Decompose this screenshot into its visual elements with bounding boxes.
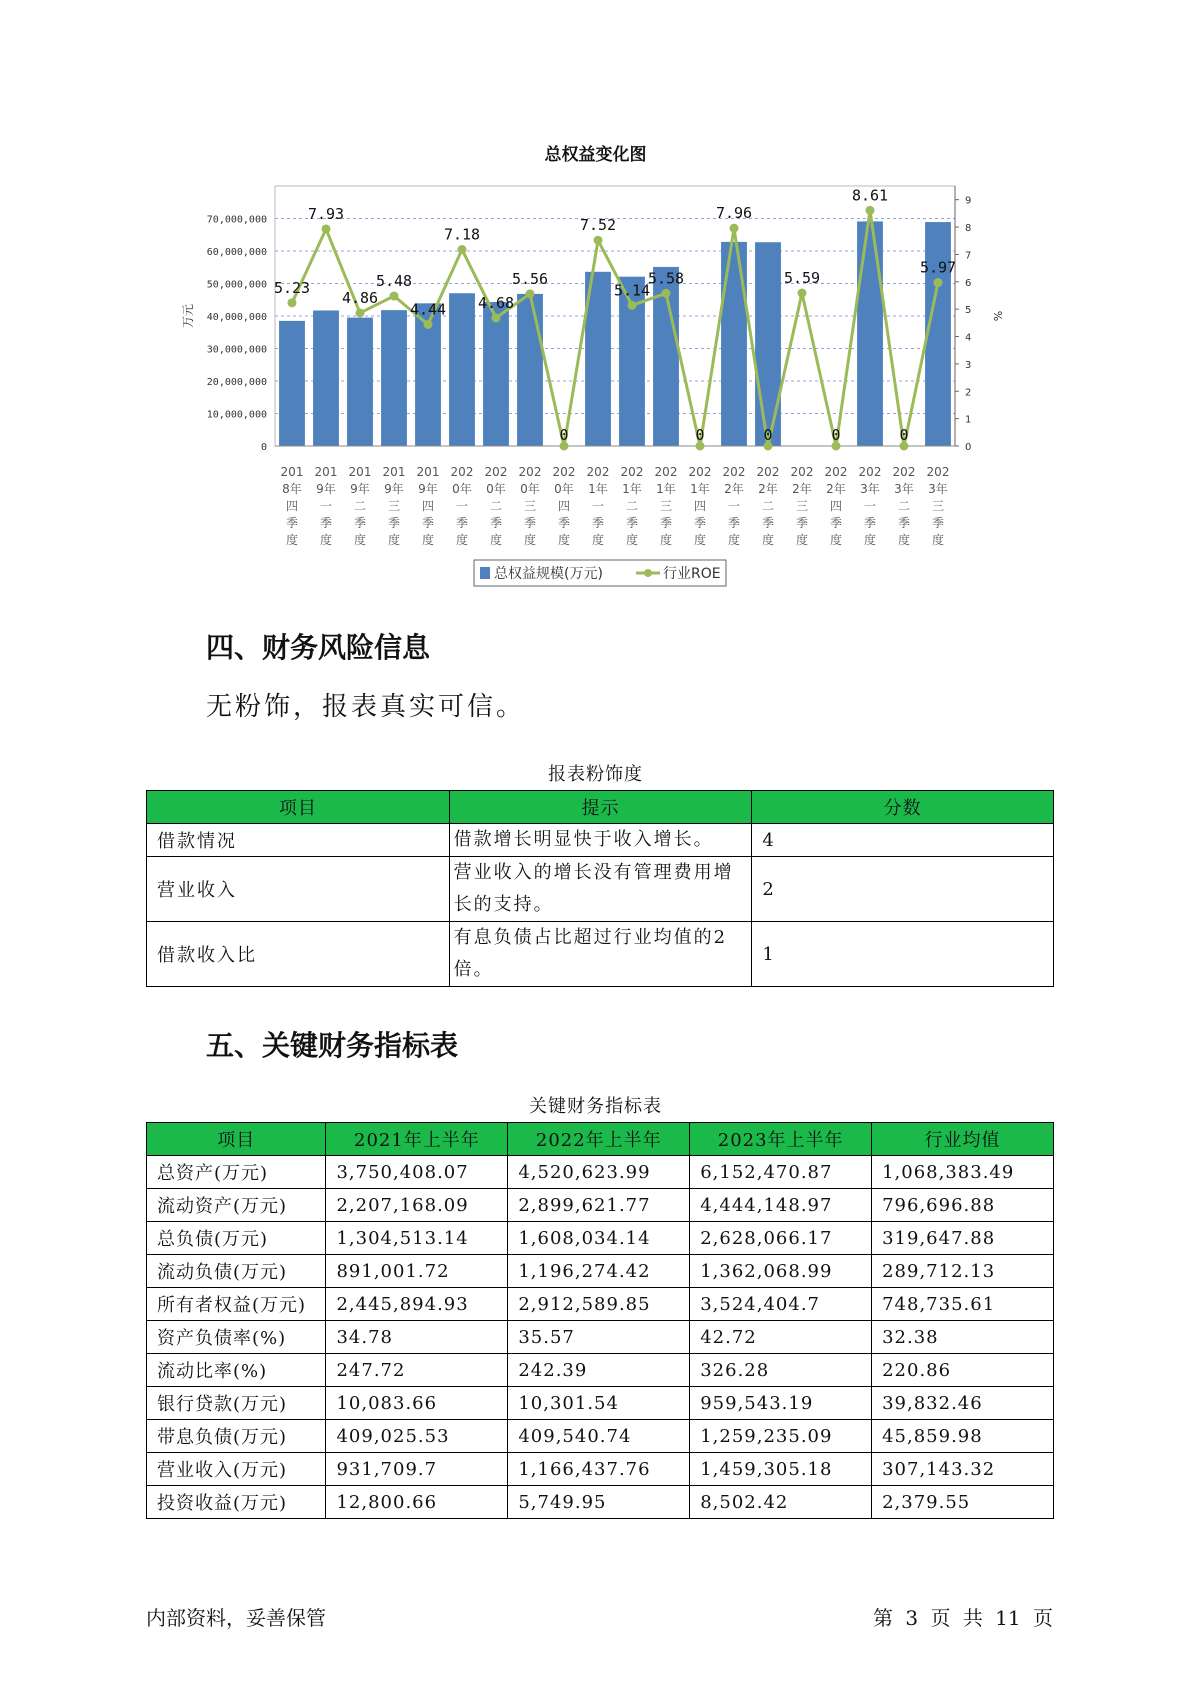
fin-cell-value: 247.72 (326, 1354, 508, 1387)
x-tick-label: 四 (693, 499, 707, 513)
table-row (147, 1189, 1054, 1222)
fin-cell-value: 1,459,305.18 (690, 1453, 872, 1486)
y-tick-label: 40,000,000 (206, 312, 267, 323)
roe-point (628, 301, 637, 310)
x-tick-label: 201 (416, 465, 440, 479)
x-tick-label: 0年 (452, 482, 472, 496)
x-tick-label: 202 (620, 465, 644, 479)
roe-point (866, 206, 875, 215)
fin-row-label: 银行贷款(万元) (147, 1387, 326, 1420)
fin-header-2022h1: 2022年上半年 (508, 1123, 690, 1156)
x-tick-label: 度 (591, 533, 605, 547)
y2-tick-label: 5 (965, 305, 972, 317)
y-tick-label: 30,000,000 (206, 344, 267, 356)
x-tick-label: 季 (727, 516, 741, 530)
risk-hint: 营业收入的增长没有管理费用增长的支持。 (449, 857, 752, 922)
fin-header-2021h1: 2021年上半年 (326, 1123, 508, 1156)
x-tick-label: 季 (353, 516, 367, 530)
x-tick-label: 二 (625, 499, 639, 513)
equity-chart (0, 0, 1191, 600)
x-tick-label: 季 (659, 516, 673, 530)
fin-header-industry-avg: 行业均值 (872, 1123, 1054, 1156)
table-row (147, 1387, 1054, 1420)
x-tick-label: 二 (761, 499, 775, 513)
fin-cell-value: 1,362,068.99 (690, 1255, 872, 1288)
x-tick-label: 度 (659, 533, 673, 547)
table-row (147, 857, 1054, 922)
fin-cell-value: 242.39 (508, 1354, 690, 1387)
roe-point (730, 224, 739, 233)
x-tick-label: 度 (421, 533, 435, 547)
fin-cell-value: 409,540.74 (508, 1420, 690, 1453)
x-tick-label: 2年 (792, 482, 812, 496)
risk-score: 4 (752, 824, 1054, 857)
bar (449, 293, 475, 446)
fin-cell-value: 8,502.42 (690, 1486, 872, 1519)
bar (721, 242, 747, 446)
financial-table (146, 1122, 1054, 1519)
fin-cell-value: 748,735.61 (872, 1288, 1054, 1321)
data-label: 5.14 (613, 281, 651, 300)
x-tick-label: 202 (552, 465, 576, 479)
x-tick-label: 2年 (826, 482, 846, 496)
y2-tick-label: 4 (965, 332, 972, 344)
x-tick-label: 202 (790, 465, 814, 479)
fin-cell-value: 45,859.98 (872, 1420, 1054, 1453)
roe-point (662, 289, 671, 298)
data-label: 7.96 (715, 204, 753, 223)
risk-hint: 借款增长明显快于收入增长。 (449, 824, 752, 857)
bar (313, 310, 339, 446)
x-tick-label: 度 (829, 533, 843, 547)
table-row (147, 922, 1054, 987)
data-label: 0 (763, 426, 773, 444)
y2-tick-label: 9 (965, 195, 972, 207)
data-label: 7.52 (579, 216, 617, 235)
y-tick-label: 70,000,000 (206, 214, 267, 226)
x-tick-label: 202 (756, 465, 780, 479)
fin-cell-value: 3,524,404.7 (690, 1288, 872, 1321)
fin-cell-value: 3,750,408.07 (326, 1156, 508, 1189)
x-tick-label: 3年 (894, 482, 914, 496)
y-axis-label: 万元 (181, 303, 195, 329)
y2-tick-label: 3 (965, 359, 972, 371)
x-tick-label: 度 (625, 533, 639, 547)
fin-row-label: 营业收入(万元) (147, 1453, 326, 1486)
footer-page-number: 第 3 页 共 11 页 (873, 1606, 1053, 1630)
fin-cell-value: 307,143.32 (872, 1453, 1054, 1486)
x-tick-label: 度 (489, 533, 503, 547)
x-tick-label: 202 (892, 465, 916, 479)
x-tick-label: 8年 (282, 482, 302, 496)
x-tick-label: 1年 (622, 482, 642, 496)
fin-cell-value: 10,083.66 (326, 1387, 508, 1420)
fin-row-label: 总负债(万元) (147, 1222, 326, 1255)
x-tick-label: 季 (591, 516, 605, 530)
table-row (147, 1354, 1054, 1387)
table-row (147, 1222, 1054, 1255)
risk-score: 2 (752, 857, 1054, 922)
data-label: 5.56 (511, 269, 549, 288)
data-label: 0 (899, 426, 909, 444)
fin-cell-value: 289,712.13 (872, 1255, 1054, 1288)
x-tick-label: 季 (693, 516, 707, 530)
bar (517, 294, 543, 446)
x-tick-label: 二 (489, 499, 503, 513)
risk-table-caption: 报表粉饰度 (548, 764, 643, 785)
x-tick-label: 202 (450, 465, 474, 479)
x-tick-label: 201 (280, 465, 304, 479)
x-tick-label: 四 (557, 499, 571, 513)
x-tick-label: 202 (586, 465, 610, 479)
x-tick-label: 一 (727, 499, 741, 513)
x-tick-label: 度 (455, 533, 469, 547)
x-tick-label: 季 (455, 516, 469, 530)
risk-item: 借款收入比 (147, 922, 450, 987)
risk-hint: 有息负债占比超过行业均值的2倍。 (449, 922, 752, 987)
x-tick-label: 季 (761, 516, 775, 530)
data-label: 0 (695, 426, 705, 444)
x-tick-label: 度 (931, 533, 945, 547)
fin-cell-value: 409,025.53 (326, 1420, 508, 1453)
bar (381, 310, 407, 446)
data-label: 0 (559, 426, 569, 444)
roe-point (492, 313, 501, 322)
fin-cell-value: 4,520,623.99 (508, 1156, 690, 1189)
data-label: 8.61 (851, 186, 889, 205)
risk-item: 借款情况 (147, 824, 450, 857)
x-tick-label: 1年 (690, 482, 710, 496)
x-tick-label: 度 (693, 533, 707, 547)
fin-table-caption: 关键财务指标表 (529, 1096, 662, 1117)
table-row (147, 1156, 1054, 1189)
risk-header-item: 项目 (147, 791, 450, 824)
y-tick-label: 60,000,000 (206, 247, 267, 258)
x-tick-label: 202 (926, 465, 950, 479)
x-tick-label: 202 (722, 465, 746, 479)
table-row (147, 1486, 1054, 1519)
fin-cell-value: 10,301.54 (508, 1387, 690, 1420)
legend-line-marker (644, 569, 652, 577)
x-tick-label: 3年 (928, 482, 948, 496)
x-tick-label: 季 (863, 516, 877, 530)
x-tick-label: 四 (421, 499, 435, 513)
x-tick-label: 度 (353, 533, 367, 547)
x-tick-label: 度 (285, 533, 299, 547)
x-tick-label: 季 (319, 516, 333, 530)
y-tick-label: 50,000,000 (206, 279, 267, 291)
fin-cell-value: 32.38 (872, 1321, 1054, 1354)
fin-cell-value: 2,912,589.85 (508, 1288, 690, 1321)
x-tick-label: 1年 (588, 482, 608, 496)
data-label: 5.58 (647, 269, 685, 288)
x-tick-label: 度 (727, 533, 741, 547)
x-tick-label: 0年 (554, 482, 574, 496)
fin-row-label: 流动负债(万元) (147, 1255, 326, 1288)
y2-tick-label: 0 (965, 442, 972, 453)
data-label: 7.18 (443, 225, 481, 244)
x-tick-label: 度 (387, 533, 401, 547)
y-tick-label: 0 (260, 442, 267, 453)
y2-tick-label: 1 (965, 414, 972, 426)
x-tick-label: 季 (795, 516, 809, 530)
y2-tick-label: 8 (965, 223, 972, 235)
fin-cell-value: 6,152,470.87 (690, 1156, 872, 1189)
x-tick-label: 0年 (486, 482, 506, 496)
x-tick-label: 度 (319, 533, 333, 547)
table-row (147, 1420, 1054, 1453)
x-tick-label: 一 (455, 499, 469, 513)
x-tick-label: 季 (931, 516, 945, 530)
x-tick-label: 1年 (656, 482, 676, 496)
fin-cell-value: 2,628,066.17 (690, 1222, 872, 1255)
fin-row-label: 资产负债率(%) (147, 1321, 326, 1354)
x-tick-label: 度 (863, 533, 877, 547)
fin-cell-value: 12,800.66 (326, 1486, 508, 1519)
x-tick-label: 季 (421, 516, 435, 530)
roe-point (424, 320, 433, 329)
x-tick-label: 9年 (350, 482, 370, 496)
table-row (147, 1321, 1054, 1354)
y2-tick-label: 6 (965, 277, 972, 289)
x-tick-label: 9年 (384, 482, 404, 496)
fin-cell-value: 796,696.88 (872, 1189, 1054, 1222)
fin-cell-value: 5,749.95 (508, 1486, 690, 1519)
roe-point (934, 278, 943, 287)
fin-cell-value: 1,068,383.49 (872, 1156, 1054, 1189)
x-tick-label: 202 (484, 465, 508, 479)
x-tick-label: 二 (353, 499, 367, 513)
table-row (147, 1453, 1054, 1486)
fin-cell-value: 1,608,034.14 (508, 1222, 690, 1255)
x-tick-label: 三 (659, 499, 673, 513)
x-tick-label: 度 (557, 533, 571, 547)
x-tick-label: 一 (319, 499, 333, 513)
fin-cell-value: 35.57 (508, 1321, 690, 1354)
bar (347, 318, 373, 446)
y2-tick-label: 2 (965, 387, 972, 399)
fin-header-2023h1: 2023年上半年 (690, 1123, 872, 1156)
fin-cell-value: 39,832.46 (872, 1387, 1054, 1420)
fin-cell-value: 4,444,148.97 (690, 1189, 872, 1222)
roe-point (288, 298, 297, 307)
bar (755, 242, 781, 446)
x-tick-label: 三 (523, 499, 537, 513)
risk-header-hint: 提示 (449, 791, 752, 824)
roe-point (356, 308, 365, 317)
x-tick-label: 季 (489, 516, 503, 530)
roe-point (594, 236, 603, 245)
x-tick-label: 201 (348, 465, 372, 479)
footer-confidential-note: 内部资料，妥善保管 (146, 1606, 326, 1630)
x-tick-label: 季 (625, 516, 639, 530)
data-label: 7.93 (307, 204, 345, 223)
x-tick-label: 季 (557, 516, 571, 530)
x-tick-label: 度 (795, 533, 809, 547)
fin-cell-value: 2,445,894.93 (326, 1288, 508, 1321)
x-tick-label: 202 (824, 465, 848, 479)
data-label: 5.48 (375, 272, 413, 291)
x-tick-label: 一 (863, 499, 877, 513)
fin-cell-value: 2,899,621.77 (508, 1189, 690, 1222)
x-tick-label: 度 (761, 533, 775, 547)
x-tick-label: 202 (654, 465, 678, 479)
x-tick-label: 201 (314, 465, 338, 479)
fin-cell-value: 1,259,235.09 (690, 1420, 872, 1453)
fin-row-label: 流动比率(%) (147, 1354, 326, 1387)
x-tick-label: 201 (382, 465, 406, 479)
risk-header-score: 分数 (752, 791, 1054, 824)
x-tick-label: 202 (518, 465, 542, 479)
fin-header-item: 项目 (147, 1123, 326, 1156)
y-tick-label: 10,000,000 (206, 409, 267, 421)
x-tick-label: 二 (897, 499, 911, 513)
bar (925, 222, 951, 446)
legend-bar-swatch (480, 567, 490, 579)
x-tick-label: 度 (523, 533, 537, 547)
section4-heading: 四、财务风险信息 (206, 631, 431, 664)
x-tick-label: 2年 (758, 482, 778, 496)
table-row (147, 1288, 1054, 1321)
risk-score: 1 (752, 922, 1054, 987)
y-tick-label: 20,000,000 (206, 377, 267, 388)
x-tick-label: 季 (897, 516, 911, 530)
fin-cell-value: 2,207,168.09 (326, 1189, 508, 1222)
fin-cell-value: 319,647.88 (872, 1222, 1054, 1255)
x-tick-label: 9年 (418, 482, 438, 496)
fin-cell-value: 34.78 (326, 1321, 508, 1354)
fin-row-label: 投资收益(万元) (147, 1486, 326, 1519)
x-tick-label: 202 (688, 465, 712, 479)
legend-label-equity: 总权益规模(万元) (494, 566, 603, 582)
section5-heading: 五、关键财务指标表 (206, 1029, 459, 1062)
fin-cell-value: 326.28 (690, 1354, 872, 1387)
x-tick-label: 202 (858, 465, 882, 479)
section4-text: 无粉饰，报表真实可信。 (206, 692, 526, 722)
fin-cell-value: 42.72 (690, 1321, 872, 1354)
roe-point (526, 289, 535, 298)
fin-cell-value: 2,379.55 (872, 1486, 1054, 1519)
risk-table (146, 790, 1054, 987)
roe-point (322, 224, 331, 233)
data-label: 5.23 (273, 278, 311, 297)
fin-row-label: 总资产(万元) (147, 1156, 326, 1189)
data-label: 4.86 (341, 288, 379, 307)
data-label: 4.68 (477, 293, 515, 312)
data-label: 5.97 (919, 258, 957, 277)
table-row (147, 824, 1054, 857)
x-tick-label: 2年 (724, 482, 744, 496)
x-tick-label: 0年 (520, 482, 540, 496)
fin-cell-value: 931,709.7 (326, 1453, 508, 1486)
x-tick-label: 四 (285, 499, 299, 513)
legend-label-roe: 行业ROE (663, 566, 721, 582)
fin-cell-value: 959,543.19 (690, 1387, 872, 1420)
table-row (147, 1255, 1054, 1288)
data-label: 0 (831, 426, 841, 444)
x-tick-label: 四 (829, 499, 843, 513)
data-label: 5.59 (783, 269, 821, 288)
y2-axis-label: % (991, 310, 1004, 322)
fin-cell-value: 891,001.72 (326, 1255, 508, 1288)
fin-cell-value: 1,166,437.76 (508, 1453, 690, 1486)
x-tick-label: 季 (285, 516, 299, 530)
roe-point (390, 292, 399, 301)
x-tick-label: 度 (897, 533, 911, 547)
roe-point (798, 289, 807, 298)
x-tick-label: 季 (523, 516, 537, 530)
data-label: 4.44 (409, 300, 447, 319)
x-tick-label: 三 (387, 499, 401, 513)
x-tick-label: 季 (829, 516, 843, 530)
x-tick-label: 3年 (860, 482, 880, 496)
x-tick-label: 9年 (316, 482, 336, 496)
x-tick-label: 季 (387, 516, 401, 530)
bar (279, 321, 305, 446)
chart-title: 总权益变化图 (544, 145, 647, 165)
y2-tick-label: 7 (965, 250, 972, 262)
fin-row-label: 流动资产(万元) (147, 1189, 326, 1222)
fin-cell-value: 1,196,274.42 (508, 1255, 690, 1288)
fin-row-label: 所有者权益(万元) (147, 1288, 326, 1321)
x-tick-label: 一 (591, 499, 605, 513)
fin-cell-value: 1,304,513.14 (326, 1222, 508, 1255)
bar (483, 302, 509, 446)
roe-point (458, 245, 467, 254)
fin-row-label: 带息负债(万元) (147, 1420, 326, 1453)
risk-item: 营业收入 (147, 857, 450, 922)
x-tick-label: 三 (795, 499, 809, 513)
fin-cell-value: 220.86 (872, 1354, 1054, 1387)
bar (857, 221, 883, 446)
x-tick-label: 三 (931, 499, 945, 513)
